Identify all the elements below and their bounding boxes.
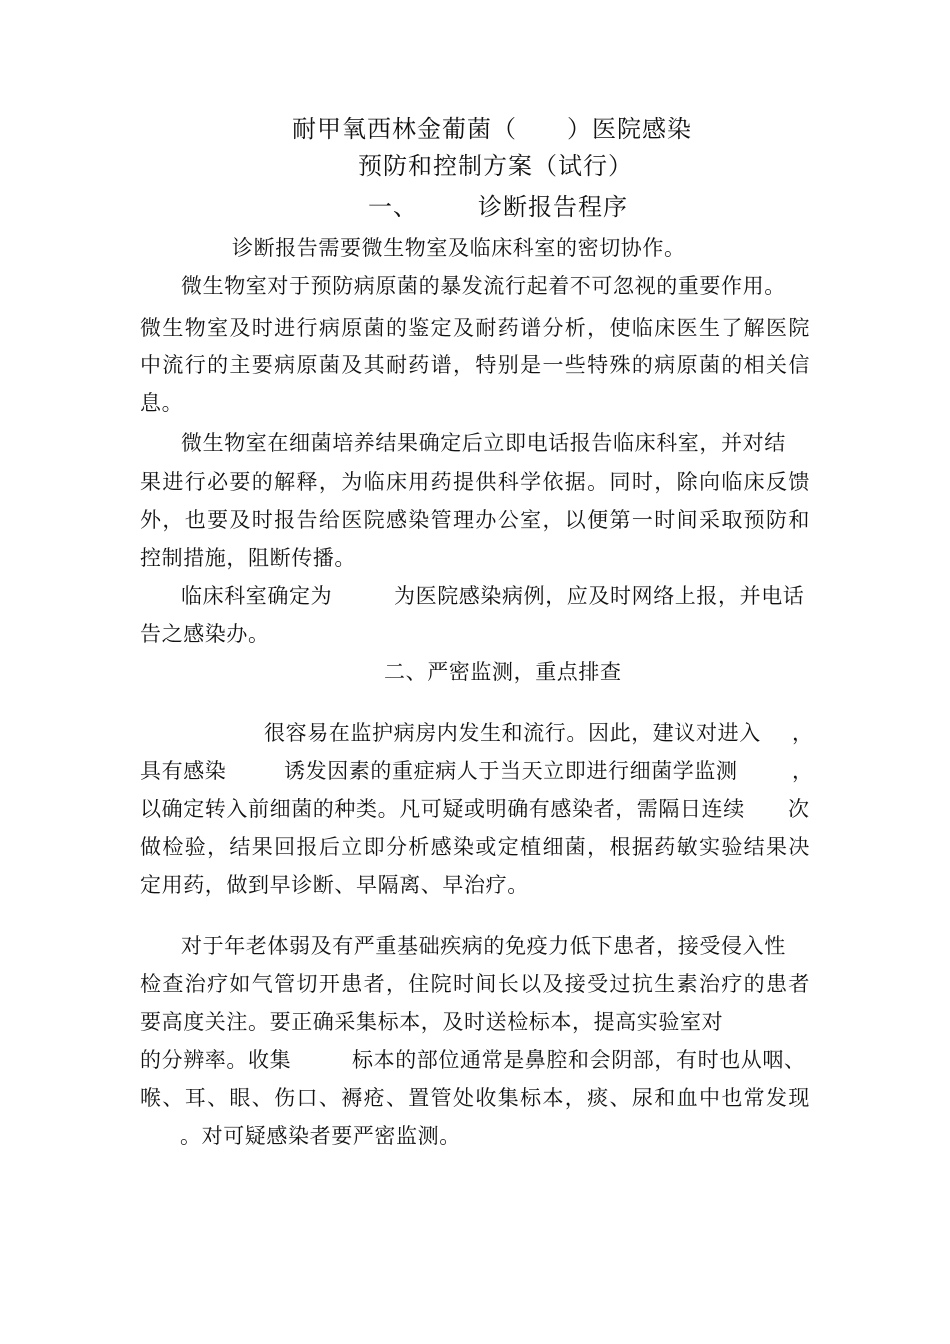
paragraph-6-line-3: 要高度关注。要正确采集标本，及时送检标本，提高实验室对 [140, 1010, 724, 1034]
paragraph-5-line-2-b: 诱发因素的重症病人于当天立即进行细菌学监测 [284, 759, 738, 783]
paragraph-6-line-2: 检查治疗如气管切开患者，住院时间长以及接受过抗生素治疗的患者 [140, 972, 810, 996]
section-1-title: 诊断报告程序 [478, 193, 628, 221]
paragraph-2-line-2: 微生物室及时进行病原菌的鉴定及耐药谱分析，使临床医生了解医院 [140, 316, 810, 340]
paragraph-2-line-1: 微生物室对于预防病原菌的暴发流行起着不可忽视的重要作用。 [181, 274, 786, 298]
paragraph-6-line-5: 喉、耳、眼、伤口、褥疮、置管处收集标本，痰、尿和血中也常发现 [140, 1086, 810, 1110]
paragraph-6-line-6: 。对可疑感染者要严密监测。 [180, 1124, 461, 1148]
paragraph-4-line-2: 告之感染办。 [140, 622, 270, 646]
paragraph-5-line-3-a: 以确定转入前细菌的种类。凡可疑或明确有感染者，需隔日连续 [140, 797, 745, 821]
paragraph-3-line-1: 微生物室在细菌培养结果确定后立即电话报告临床科室，并对结 [181, 431, 786, 455]
paragraph-5-line-3-b: 次 [788, 797, 810, 821]
paragraph-5-line-2-c: ， [792, 759, 814, 783]
paragraph-1: 诊断报告需要微生物室及临床科室的密切协作。 [232, 236, 686, 260]
paragraph-6-line-1: 对于年老体弱及有严重基础疾病的免疫力低下患者，接受侵入性 [181, 934, 786, 958]
section-2-title: 二、严密监测，重点排查 [384, 660, 622, 684]
paragraph-3-line-3: 外，也要及时报告给医院感染管理办公室，以便第一时间采取预防和 [140, 508, 810, 532]
paragraph-4-part-a: 临床科室确定为 [181, 584, 333, 608]
paragraph-5-line-1-b: ， [792, 721, 814, 745]
paragraph-2-line-3: 中流行的主要病原菌及其耐药谱，特别是一些特殊的病原菌的相关信 [140, 353, 810, 377]
paragraph-3-line-2: 果进行必要的解释，为临床用药提供科学依据。同时，除向临床反馈 [140, 470, 810, 494]
paragraph-5-line-1-a: 很容易在监护病房内发生和流行。因此，建议对进入 [264, 721, 761, 745]
title-line-2: 预防和控制方案（试行） [358, 152, 633, 180]
paragraph-3-line-4: 控制措施，阻断传播。 [140, 546, 356, 570]
paragraph-5-line-2-a: 具有感染 [140, 759, 227, 783]
paragraph-6-line-4-a: 的分辨率。收集 [140, 1048, 292, 1072]
paragraph-4-part-b: 为医院感染病例，应及时网络上报，并电话 [394, 584, 805, 608]
paragraph-6-line-4-b: 标本的部位通常是鼻腔和会阴部，有时也从咽、 [352, 1048, 806, 1072]
title-line-1: 耐甲氧西林金葡菌（ ）医院感染 [292, 115, 692, 143]
section-1-number: 一、 [368, 193, 418, 221]
paragraph-5-line-4: 做检验，结果回报后立即分析感染或定植细菌，根据药敏实验结果决 [140, 835, 810, 859]
paragraph-5-line-5: 定用药，做到早诊断、早隔离、早治疗。 [140, 873, 529, 897]
paragraph-2-line-4: 息。 [140, 391, 184, 415]
